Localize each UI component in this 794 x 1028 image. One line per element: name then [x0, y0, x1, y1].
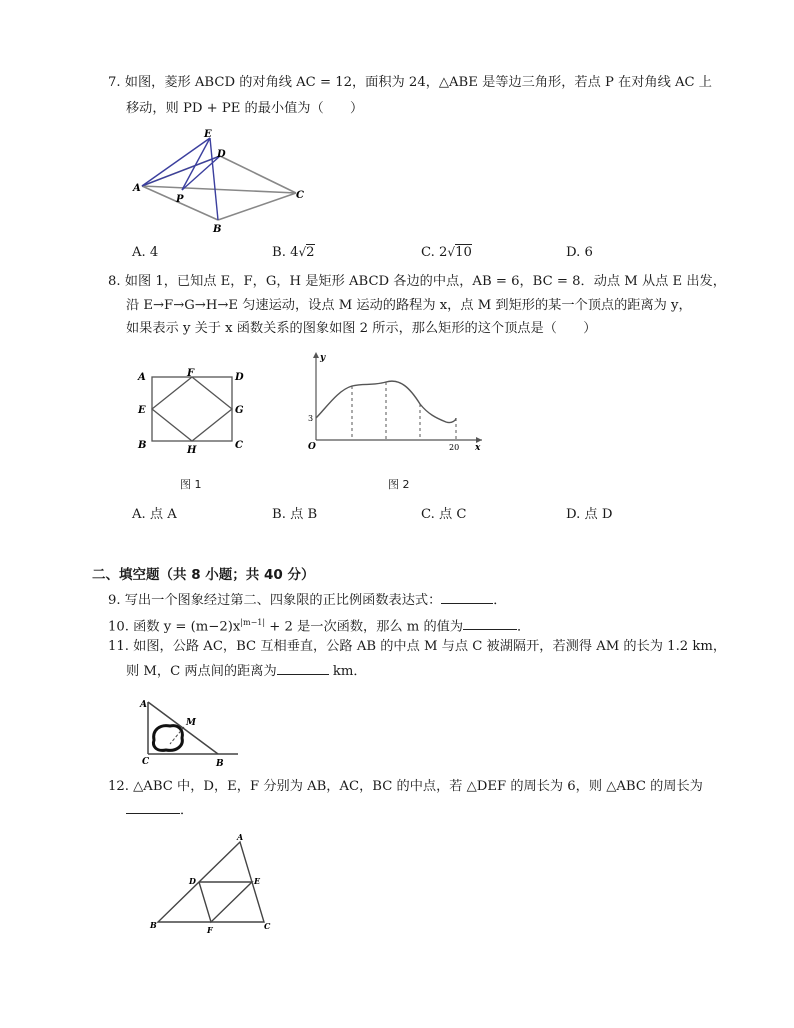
q10-answer-blank: [463, 617, 517, 630]
q11-label-A: A: [140, 700, 147, 710]
q7-stem-line2: 移动，则 PD + PE 的最小值为（ ）: [126, 101, 364, 116]
q8-fig1-label-B: B: [138, 440, 147, 451]
q12-triangle-midpoint-figure: [144, 832, 274, 936]
q8-fig1-label-F: F: [187, 368, 195, 379]
q8-option-a: A. 点 A: [132, 507, 177, 522]
q12-label-C: C: [264, 921, 271, 931]
q11-label-C: C: [142, 757, 150, 767]
q8-fig1-label-H: H: [187, 445, 197, 456]
q7-label-B: B: [213, 224, 222, 235]
q8-stem-line1: 8. 如图 1，已知点 E，F，G，H 是矩形 ABCD 各边的中点，AB = 6，BC = 8．动点 M 从点 E 出发，: [108, 274, 726, 289]
q8-option-d: D. 点 D: [566, 507, 613, 522]
q12-label-B: B: [150, 920, 157, 930]
q12-answer-blank: [126, 801, 180, 814]
q8-fig2-tick-3: 3: [308, 414, 314, 423]
q12-stem-line1: 12. △ABC 中，D，E，F 分别为 AB，AC，BC 的中点，若 △DEF 的周长为 6，则 △ABC 的周长为: [108, 779, 703, 794]
q12-stem-line2: ．: [126, 801, 193, 819]
q7-option-c: C. 2√10: [421, 245, 472, 260]
q11-answer-blank: [277, 662, 329, 675]
q8-fig2-tick-20: 20: [449, 443, 460, 452]
q11-stem-line2: 则 M，C 两点间的距离为 km．: [126, 664, 367, 679]
q12-label-A: A: [237, 832, 244, 842]
q7-option-b: B. 4√2: [272, 245, 315, 260]
q8-stem-line3: 如果表示 y 关于 x 函数关系的图象如图 2 所示，那么矩形的这个顶点是（ ）: [126, 321, 597, 336]
q7-option-a: A. 4: [132, 245, 159, 260]
q11-label-M: M: [186, 718, 196, 728]
q8-fig1-label-E: E: [138, 405, 146, 416]
q8-fig1-label-G: G: [235, 405, 244, 416]
section-fill-in-blanks-heading: 二、填空题（共 8 小题；共 40 分）: [92, 567, 315, 583]
q12-label-F: F: [207, 925, 213, 935]
q8-stem-line2: 沿 E→F→G→H→E 匀速运动，设点 M 运动的路程为 x，点 M 到矩形的某一个顶点的距离为 y，: [126, 298, 692, 313]
q8-fig2-caption: 图 2: [388, 478, 410, 491]
q7-stem-line1: 7. 如图，菱形 ABCD 的对角线 AC = 12，面积为 24，△ABE 是等边三角形，若点 P 在对角线 AC 上: [108, 75, 712, 90]
q8-fig1-caption: 图 1: [180, 478, 202, 491]
q7-label-C: C: [296, 190, 304, 201]
q7-rhombus-figure: [130, 128, 310, 236]
q8-fig2-x-axis-label: x: [475, 443, 481, 453]
q12-label-E: E: [254, 876, 261, 886]
q8-option-b: B. 点 B: [272, 507, 318, 522]
q11-stem-line1: 11. 如图，公路 AC，BC 互相垂直，公路 AB 的中点 M 与点 C 被湖隔开，若测得 AM 的长为 1.2 km，: [108, 639, 727, 654]
q9-answer-blank: [441, 591, 493, 604]
q7-label-A: A: [133, 183, 141, 194]
q7-label-E: E: [204, 129, 212, 140]
q8-fig1-label-D: D: [235, 372, 244, 383]
q7-label-P: P: [176, 194, 184, 205]
q7-option-d: D. 6: [566, 245, 593, 260]
q8-rectangle-figure: [132, 365, 252, 457]
q11-road-lake-figure: [138, 694, 244, 768]
q7-label-D: D: [217, 149, 226, 160]
q8-fig2-origin: O: [308, 442, 316, 452]
q8-function-graph: [300, 350, 490, 460]
q8-fig1-label-C: C: [235, 440, 243, 451]
q10-stem: 10. 函数 $y = (m-2)x^{|m-1|} + 2$ 是一次函数，那么 m 的值为 ．: [108, 618, 531, 635]
q9-stem: 9. 写出一个图象经过第二、四象限的正比例函数表达式： ．: [108, 593, 507, 608]
q12-label-D: D: [189, 876, 196, 886]
q8-option-c: C. 点 C: [421, 507, 467, 522]
q11-label-B: B: [216, 759, 224, 768]
q8-fig2-y-axis-label: y: [320, 353, 326, 363]
q8-fig1-label-A: A: [138, 372, 146, 383]
